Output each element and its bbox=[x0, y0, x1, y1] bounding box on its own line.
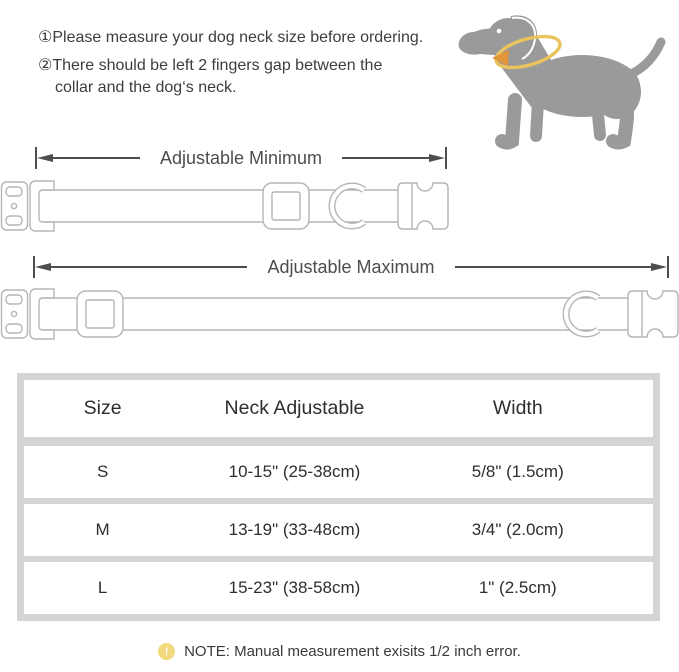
table-header-row bbox=[24, 380, 653, 437]
buckle-hole bbox=[11, 311, 16, 316]
size-chart-table bbox=[17, 373, 660, 621]
note-text: NOTE: Manual measurement exisits 1/2 inch error. bbox=[184, 643, 521, 660]
size-cell: L bbox=[97, 578, 108, 597]
arrowhead-right-icon bbox=[429, 154, 445, 162]
width-cell: 3/4" (2.0cm) bbox=[471, 520, 564, 539]
table-row-medium bbox=[24, 504, 653, 556]
clasp-body bbox=[628, 291, 678, 337]
buckle-hole bbox=[11, 203, 16, 208]
buckle-slot-bottom bbox=[6, 324, 22, 333]
column-header-size: Size bbox=[83, 397, 122, 419]
adjustable-maximum-measure bbox=[33, 256, 669, 278]
size-cell: S bbox=[96, 462, 109, 481]
dog-tail bbox=[633, 42, 661, 73]
dog-silhouette-graphic bbox=[450, 2, 675, 152]
collar-strap bbox=[38, 190, 406, 222]
collar-strap bbox=[38, 298, 636, 330]
collar-maximum-diagram bbox=[0, 284, 679, 344]
instruction-2 bbox=[38, 55, 458, 98]
measurement-note bbox=[0, 643, 679, 660]
measure-line bbox=[53, 157, 140, 159]
dog-eye bbox=[497, 29, 502, 34]
neck-cell: 10-15" (25-38cm) bbox=[228, 462, 361, 481]
measure-line bbox=[455, 266, 651, 268]
neck-cell: 15-23" (38-58cm) bbox=[228, 578, 361, 597]
dog-front-leg-far bbox=[536, 102, 538, 136]
clasp-body bbox=[398, 183, 448, 229]
measuring-instructions bbox=[38, 27, 458, 105]
adjustable-minimum-label: Adjustable Minimum bbox=[159, 147, 323, 168]
neck-cell: 13-19" (33-48cm) bbox=[228, 520, 361, 539]
buckle-slot-top bbox=[6, 295, 22, 304]
collar-minimum-diagram bbox=[0, 176, 450, 236]
warning-exclamation-icon: ! bbox=[158, 643, 175, 660]
table-row-small bbox=[24, 446, 653, 498]
dog-illustration bbox=[450, 2, 675, 152]
column-header-width: Width bbox=[492, 397, 543, 419]
table-row-large bbox=[24, 562, 653, 614]
arrowhead-right-icon bbox=[651, 263, 667, 271]
instruction-1: ①Please measure your dog neck size before ordering. bbox=[38, 29, 424, 46]
measure-tick-right bbox=[445, 147, 447, 169]
slider-inner bbox=[272, 192, 300, 220]
column-header-neck-adjustable: Neck Adjustable bbox=[224, 397, 365, 419]
width-cell: 1" (2.5cm) bbox=[478, 578, 557, 597]
slider-inner bbox=[86, 300, 114, 328]
measure-line bbox=[342, 157, 429, 159]
adjustable-maximum-label: Adjustable Maximum bbox=[267, 256, 435, 277]
instruction-2-line2: collar and the dog‘s neck. bbox=[55, 79, 237, 96]
dog-front-leg-near bbox=[502, 100, 515, 143]
dog-rear-leg-far bbox=[597, 105, 600, 135]
arrowhead-left-icon bbox=[37, 154, 53, 162]
buckle-slot-top bbox=[6, 187, 22, 196]
measure-tick-right bbox=[667, 256, 669, 278]
measure-line bbox=[51, 266, 247, 268]
adjustable-minimum-measure bbox=[35, 147, 447, 169]
buckle-slot-bottom bbox=[6, 216, 22, 225]
arrowhead-left-icon bbox=[35, 263, 51, 271]
instruction-2-line1: ②There should be left 2 fingers gap between the bbox=[38, 57, 383, 74]
size-cell: M bbox=[95, 520, 110, 539]
width-cell: 5/8" (1.5cm) bbox=[471, 462, 564, 481]
